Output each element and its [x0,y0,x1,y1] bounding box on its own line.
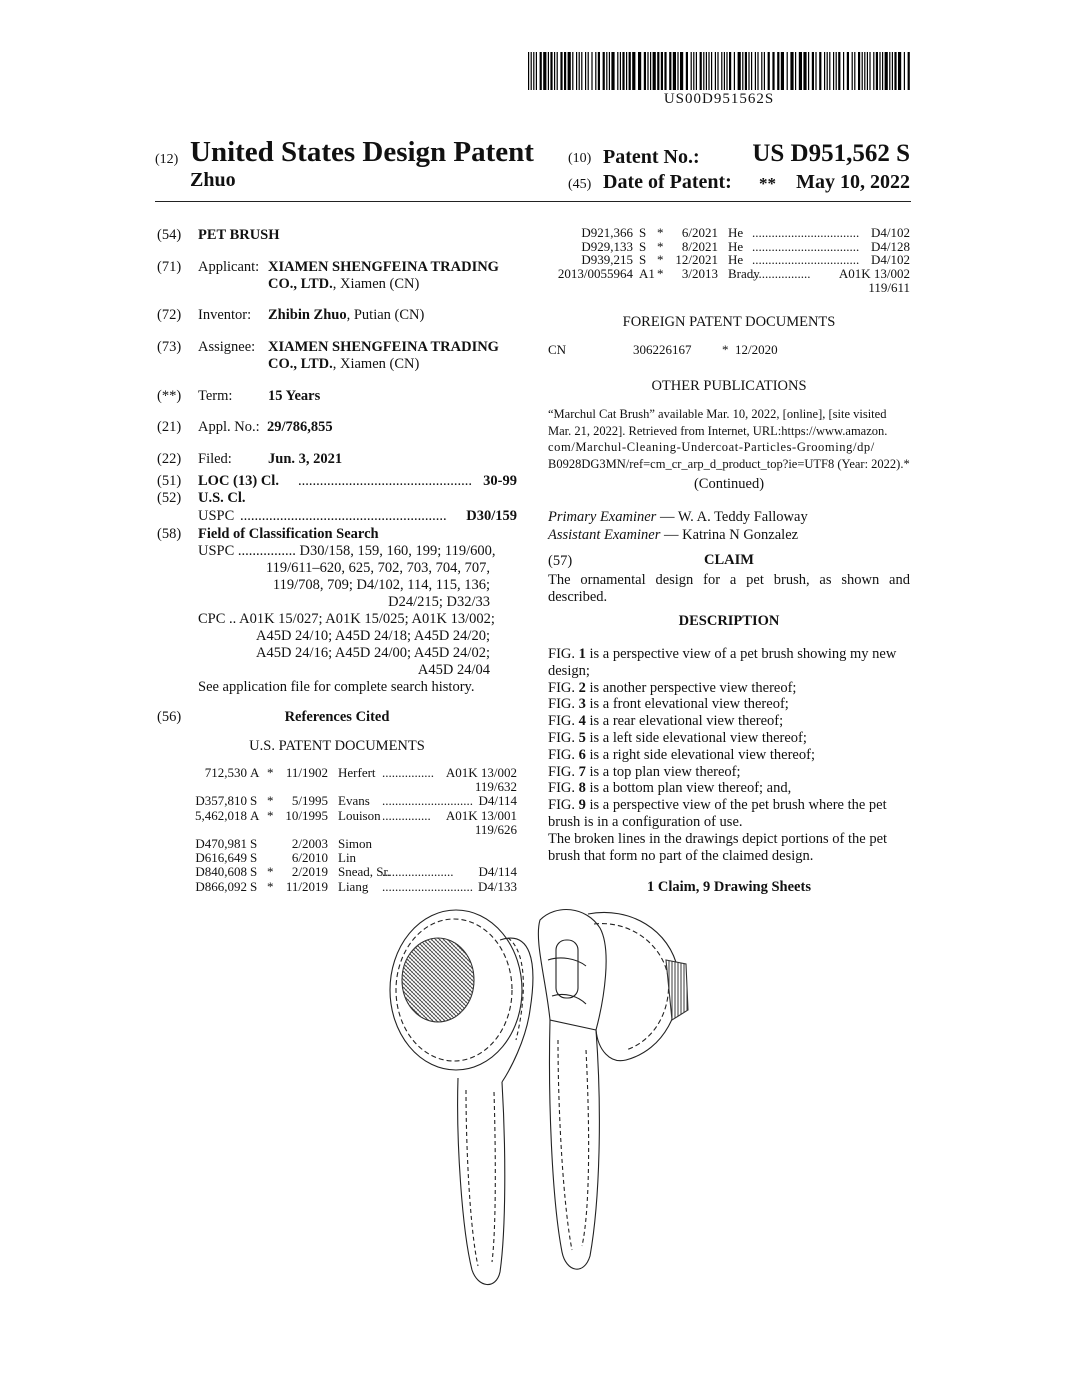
field-cpc-2: A45D 24/10; A45D 24/18; A45D 24/20; [255,628,490,644]
reference-num: D840,608 [195,864,247,880]
references-label: References Cited [284,709,390,725]
reference-date: 8/2021 [681,238,718,254]
reference-num: D866,092 [195,878,247,894]
reference-date: 3/2013 [681,266,718,282]
date-marker: ** [759,174,776,193]
barcode-bar [598,52,600,90]
barcode-bar [742,52,743,90]
reference-num: D929,133 [581,238,633,254]
barcode-bar [626,52,627,90]
inventor-surname: Zhuo [190,169,236,191]
barcode-bar [862,52,863,90]
barcode-bar [591,52,592,90]
reference-dots: ................................. [752,238,860,254]
barcode-bar [879,52,880,90]
inventor-line [268,307,424,324]
assistant-examiner-line [548,527,798,544]
field-uspc-2: 119/611–620, 625, 702, 703, 704, 707, [265,560,490,576]
barcode-bar [557,52,558,90]
barcode-bar [533,52,534,90]
reference-kind: S [639,238,647,254]
other-pubs-label: OTHER PUBLICATIONS [651,378,807,394]
figure-description: The broken lines in the drawings depict portions of the pet [548,830,888,847]
reference-name: Lin [338,850,357,866]
assignee-line2 [268,356,419,373]
foreign-date: 12/2020 [735,342,778,357]
term-value: 15 Years [268,388,321,404]
reference-star: * [657,238,664,254]
reference-cls: D4/102 [871,252,910,268]
barcode-bar [620,52,621,90]
barcode-bar [812,52,814,90]
barcode-bar [787,52,788,90]
claim-line-2: described. [548,589,608,605]
field-cpc-3: A45D 24/16; A45D 24/00; A45D 24/02; [255,645,490,661]
assignee-city: , Xiamen (CN) [332,356,420,372]
reference-kind: S [250,836,258,851]
assistant-examiner-label: Assistant Examiner [548,527,661,543]
barcode-bar [724,52,725,90]
barcode-bar [876,52,878,90]
figure-description: brush that form no part of the claimed design. [548,847,814,864]
barcode-bar [581,52,582,90]
primary-examiner-name: — W. A. Teddy Falloway [659,509,808,525]
reference-star: * [657,266,664,282]
right-brush-button [556,940,578,998]
loc-dots: ................................................ [298,473,472,489]
reference-cls: A01K 13/002 [445,765,517,780]
reference-dots: ............... [382,807,431,823]
barcode-bar [622,52,624,90]
barcode-bar [711,52,712,90]
barcode-bar [904,52,905,90]
pet-brush-drawing [380,900,700,1295]
barcode-bar [661,52,663,90]
barcode-bar [564,52,566,90]
reference-kind: A1 [639,266,655,282]
barcode-bar [852,52,853,90]
code-51: (51) [157,473,182,489]
claim-line-1: The ornamental design for a pet brush, as shown and [548,572,910,588]
applicant-label: Applicant: [198,259,260,275]
code-term: (**) [157,388,182,404]
reference-star: * [657,225,664,240]
barcode-bar [554,52,555,90]
reference-dots: ...................... [382,864,454,880]
code-56: (56) [157,709,182,725]
us-docs-label: U.S. PATENT DOCUMENTS [249,738,425,754]
claim-label: CLAIM [704,552,754,568]
reference-star: * [267,807,274,823]
barcode-bar [677,52,678,90]
barcode-bar [664,52,666,90]
reference-date: 11/1902 [285,765,328,780]
barcode-bar [869,52,870,90]
barcode-bar [898,52,901,90]
reference-kind: S [639,225,647,240]
foreign-country: CN [548,342,567,357]
barcode-bar [708,52,709,90]
inventor-label: Inventor: [198,307,252,323]
other-pubs-line: com/Marchul-Cleaning-Undercoat-Particles-Grooming/dp/ [548,440,875,454]
barcode-bar [629,52,631,90]
reference-star: * [267,878,274,894]
barcode-bar [808,52,809,90]
barcode-bar [768,52,770,90]
barcode-bar [528,52,529,90]
code-52: (52) [157,490,182,506]
figure-description: FIG. 9 is a perspective view of the pet brush where the pet [548,797,887,814]
other-pubs-line: “Marchul Cat Brush” available Mar. 10, 2022, [online], [site visited [548,407,887,421]
appl-no-value: 29/786,855 [267,419,333,435]
barcode-bar [693,52,694,90]
reference-cls: 119/632 [474,779,517,795]
barcode-bar [540,52,542,90]
reference-kind: S [250,793,258,809]
reference-cls: D4/133 [478,878,517,894]
reference-date: 10/1995 [285,807,328,823]
barcode-bar [572,52,573,90]
applicant-line2 [268,276,419,293]
figure-description: FIG. 5 is a left side elevational view thereof; [548,729,807,746]
other-pubs-line: Mar. 21, 2022]. Retrieved from Internet, URL:https://www.amazon. [548,423,888,438]
barcode-bar [536,52,537,90]
barcode-bar [772,52,774,90]
barcode-bar [889,52,890,90]
barcode-bar [819,52,821,90]
code-22: (22) [157,451,182,467]
document-type: United States Design Patent [190,136,534,168]
reference-kind: A [250,807,260,823]
field-uspc-4: D24/215; D32/33 [388,594,490,610]
barcode-bar [617,52,618,90]
assignee-name: XIAMEN SHENGFEINA TRADING [268,339,499,355]
barcode-bar [691,52,692,90]
right-brush-bristles [666,960,688,1020]
inventor-city: , Putian (CN) [346,307,425,323]
barcode-bar [803,52,806,90]
applicant-co: CO., LTD. [268,276,333,292]
reference-cls: D4/114 [478,793,517,809]
reference-cls: 119/626 [474,821,517,837]
left-brush-handle-inner [466,1090,495,1266]
loc-label: LOC (13) Cl. [198,473,279,489]
barcode-bar [847,52,849,90]
reference-date: 6/2010 [291,850,328,866]
barcode-bar [653,52,656,90]
reference-date: 2/2019 [291,864,328,880]
barcode-bar [734,52,735,90]
barcode-bar [777,52,779,90]
barcode-bar [838,52,840,90]
barcode-bar [632,52,635,90]
barcode-bar [531,52,532,90]
reference-star: * [267,864,274,880]
description-label: DESCRIPTION [678,613,780,629]
barcode-bar [548,52,549,90]
date-label: Date of Patent: [603,171,732,193]
code-71: (71) [157,259,182,275]
field-cpc-4: A45D 24/04 [417,662,490,678]
barcode-bar [550,52,552,90]
figure-description: FIG. 1 is a perspective view of a pet brush showing my new [548,646,897,662]
reference-kind: S [250,850,258,866]
barcode-bar [638,52,641,90]
figure-description: FIG. 7 is a top plan view thereof; [548,763,741,780]
barcode-bar [726,52,727,90]
reference-cls: A01K 13/001 [445,807,517,823]
barcode-bar [657,52,659,90]
code-57: (57) [548,553,573,569]
applicant-city: , Xiamen (CN) [332,276,420,292]
code-10: (10) [568,151,592,166]
barcode-bar [588,52,589,90]
foreign-number: 306226167 [633,342,692,357]
barcode-bar [795,52,796,90]
barcode-bar [606,52,607,90]
barcode-bar [717,52,718,90]
barcode-bar [833,52,834,90]
reference-date: 11/2019 [285,878,328,894]
barcode-bar [680,52,683,90]
barcode-bar [892,52,893,90]
barcode-bar [757,52,758,90]
barcode-bar [894,52,896,90]
barcode-bar [815,52,816,90]
reference-dots: ................ [382,765,434,780]
barcode-bar [703,52,704,90]
barcode-bar [595,52,596,90]
barcode-bar [738,52,741,90]
barcode-bar [673,52,676,90]
barcode-bar [745,52,747,90]
reference-cls: A01K 13/002 [838,266,910,282]
barcode [528,52,910,90]
reference-num: D939,215 [581,252,633,268]
barcode-bar [715,52,716,90]
barcode-bar [706,52,707,90]
reference-cls: D4/128 [871,238,910,254]
figure-description: FIG. 3 is a front elevational view thereof; [548,696,789,713]
barcode-bar [908,52,910,90]
field-cpc-1: CPC .. A01K 15/027; A01K 15/025; A01K 13/002; [198,611,495,627]
reference-num: 2013/0055964 [557,266,633,282]
figure-description: FIG. 6 is a right side elevational view thereof; [548,746,815,763]
barcode-number: US00D951562S [663,91,775,107]
barcode-bar [885,52,888,90]
code-58: (58) [157,526,182,542]
foreign-star: * [722,342,729,357]
barcode-bar [854,52,855,90]
code-21: (21) [157,419,182,435]
reference-kind: S [250,878,258,894]
primary-examiner-line [548,509,808,526]
figure-description: FIG. 8 is a bottom plan view thereof; and, [548,780,792,797]
reference-star: * [657,252,664,268]
left-brush-bristles [402,938,474,1022]
reference-num: 712,530 [204,765,247,780]
barcode-bar [827,52,828,90]
filed-value: Jun. 3, 2021 [268,451,343,467]
term-label: Term: [198,388,233,404]
barcode-bar [781,52,784,90]
reference-kind: A [250,765,260,780]
barcode-bar [609,52,610,90]
barcode-bar [568,52,571,90]
reference-num: D921,366 [581,225,633,240]
reference-dots: .................. [752,266,811,282]
patent-no-label: Patent No.: [603,146,700,168]
assistant-examiner-name: — Katrina N Gonzalez [664,527,799,543]
barcode-bar [650,52,651,90]
reference-num: D357,810 [195,793,247,809]
barcode-bar [764,52,765,90]
reference-date: 5/1995 [291,793,328,809]
barcode-bar [882,52,883,90]
field-label: Field of Classification Search [198,526,379,542]
search-history: See application file for complete search history. [198,679,475,695]
barcode-bar [721,52,722,90]
drawing-sheets: 1 Claim, 9 Drawing Sheets [647,879,811,895]
reference-dots: ................................. [752,252,860,268]
reference-dots: ............................ [382,878,473,894]
loc-value: 30-99 [483,473,517,489]
barcode-bar [611,52,614,90]
reference-date: 12/2021 [675,252,718,268]
barcode-bar [799,52,802,90]
reference-name: Simon [338,836,372,851]
barcode-bar [873,52,874,90]
right-brush-handle [550,1020,600,1269]
figure-description: brush is in a configuration of use. [548,813,743,830]
patent-number: US D951,562 S [752,140,910,167]
reference-date: 2/2003 [291,836,328,851]
figure-description: FIG. 4 is a rear elevational view thereof; [548,713,784,730]
code-54: (54) [157,227,182,243]
barcode-bar [644,52,646,90]
reference-num: 5,462,018 [195,807,247,823]
header-rule [155,201,911,202]
figure-description: design; [548,662,590,679]
other-pubs-text [548,406,910,472]
uspc-label: USPC [198,508,235,524]
reference-cls: 119/611 [868,279,910,295]
barcode-bar [669,52,671,90]
reference-star: * [267,765,274,780]
barcode-bar [647,52,648,90]
code-45: (45) [568,177,592,192]
barcode-bar [843,52,844,90]
barcode-bar [867,52,868,90]
us-cl-label: U.S. Cl. [198,490,246,506]
barcode-bar [836,52,837,90]
right-brush-neck [538,910,606,1030]
filed-label: Filed: [198,451,232,467]
code-72: (72) [157,307,182,323]
primary-examiner-label: Primary Examiner [548,509,657,525]
reference-num: D616,649 [195,850,247,866]
barcode-bar [829,52,830,90]
barcode-bar [585,52,586,90]
continued-note: (Continued) [693,476,765,492]
assignee-co: CO., LTD. [268,356,333,372]
barcode-bar [700,52,702,90]
code-73: (73) [157,339,182,355]
reference-dots: ................................. [752,225,860,240]
left-brush-handle [458,1078,505,1285]
barcode-bar [864,52,865,90]
right-brush-head [588,912,679,1060]
uspc-value: D30/159 [466,508,517,524]
inventor-name: Zhibin Zhuo [268,307,347,323]
barcode-bar [696,52,697,90]
reference-cls: D4/102 [871,225,910,240]
assignee-label: Assignee: [198,339,256,355]
reference-kind: S [639,252,647,268]
field-uspc-1: USPC ................ D30/158, 159, 160, 199; 119/600, [198,543,496,559]
barcode-bar [790,52,793,90]
reference-name: Snead, Sr. [338,864,391,880]
reference-date: 6/2021 [681,225,718,240]
reference-name: Evans [338,793,370,809]
barcode-bar [686,52,688,90]
code-12: (12) [155,152,179,167]
applicant-name: XIAMEN SHENGFEINA TRADING [268,259,499,275]
reference-name: He [728,252,744,268]
field-uspc-3: 119/708, 709; D4/102, 114, 115, 136; [272,577,490,593]
uspc-dots: ......................................................... [240,508,447,524]
figure-description: FIG. 2 is another perspective view thereof; [548,679,797,696]
barcode-bar [824,52,825,90]
reference-name: He [728,225,744,240]
barcode-bar [751,52,752,90]
barcode-bar [560,52,562,90]
other-pubs-line: B0928DG3MN/ref=cm_cr_arp_d_product_top?ie=UTF8 (Year: 2022).* [548,456,910,471]
patent-date: May 10, 2022 [796,171,910,193]
figure-list [548,646,910,864]
reference-name: Liang [338,878,369,894]
reference-star: * [267,793,274,809]
barcode-bar [543,52,546,90]
barcode-bar [858,52,860,90]
left-brush-neck [500,938,533,1082]
reference-num: D470,981 [195,836,247,851]
reference-cls: D4/114 [478,864,517,880]
title: PET BRUSH [198,227,280,243]
foreign-label: FOREIGN PATENT DOCUMENTS [622,314,836,330]
reference-dots: ............................ [382,793,473,809]
barcode-bar [579,52,580,90]
barcode-bar [576,52,577,90]
reference-name: Herfert [338,765,376,780]
barcode-bar [761,52,762,90]
barcode-bar [748,52,749,90]
barcode-bar [755,52,756,90]
right-brush-handle-inner [558,1040,589,1250]
reference-name: Brady [728,266,760,282]
reference-name: He [728,238,744,254]
barcode-bar [729,52,731,90]
reference-name: Louison [338,807,381,823]
appl-no-label: Appl. No.: [198,419,260,435]
reference-kind: S [250,864,258,880]
barcode-bar [603,52,605,90]
right-brush-neck-detail [548,958,586,1004]
